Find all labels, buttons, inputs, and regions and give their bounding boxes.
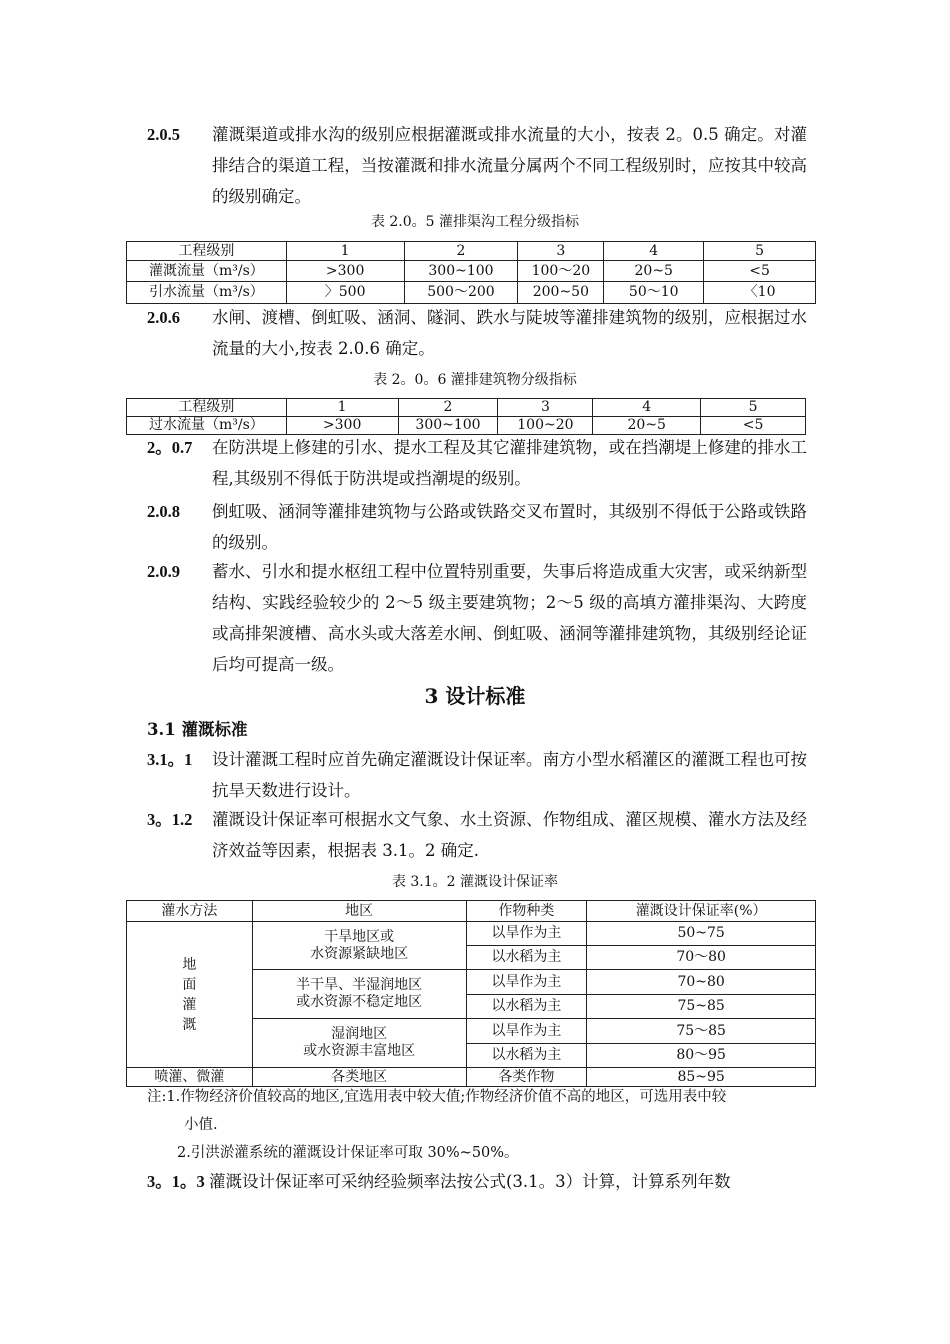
region-cell [252, 922, 466, 970]
method-cell-surface [127, 922, 253, 1068]
clause-text: 灌溉设计保证率可根据水文气象、水土资源、作物组成、灌区规模、灌水方法及经济效益等因素，根据表 3.1。2 确定. [212, 810, 807, 860]
header-cell: 灌溉设计保证率(%） [587, 901, 816, 922]
table-3-1-2-caption: 表 3.1。2 灌溉设计保证率 [391, 874, 559, 890]
method-cell: 喷灌、微灌 [127, 1068, 253, 1087]
cell: 300~100 [398, 416, 498, 434]
table-2-0-5 [126, 241, 816, 304]
cell: 引水流量（m³/s） [127, 282, 287, 304]
header-cell: 作物种类 [466, 901, 587, 922]
clause-number: 3。1.2 [147, 810, 193, 829]
clause-number: 2。0.7 [147, 438, 193, 457]
header-cell: 灌水方法 [127, 901, 253, 922]
region-line: 半干旱、半湿润地区 [296, 977, 423, 994]
region-line: 湿润地区 [331, 1026, 388, 1043]
note-2: 2.引洪淤灌系统的灌溉设计保证率可取 30%~50%。 [177, 1145, 519, 1161]
clause-number: 2.0.6 [147, 308, 180, 327]
cell: 20~5 [593, 416, 701, 434]
cell: 过水流量（m³/s） [127, 416, 287, 434]
rate-cell: 75~85 [587, 995, 816, 1019]
clause-number: 3。1。3 [147, 1172, 205, 1191]
table-header-row [127, 901, 816, 922]
note-1-cont: 小值. [184, 1117, 218, 1133]
header-cell: 5 [701, 399, 806, 417]
header-cell: 工程级别 [127, 242, 287, 261]
rate-cell: 85~95 [587, 1068, 816, 1087]
header-cell: 5 [704, 242, 816, 261]
region-cell [252, 970, 466, 1019]
clause-3-1-1 [147, 744, 807, 806]
table-row [127, 922, 816, 946]
crop-cell: 以旱作为主 [466, 970, 587, 995]
header-cell: 2 [404, 242, 518, 261]
crop-cell: 各类作物 [466, 1068, 587, 1087]
table-3-1-2 [126, 900, 816, 1087]
cell: 灌溉流量（m³/s） [127, 261, 287, 282]
header-cell: 1 [286, 399, 398, 417]
header-cell: 工程级别 [127, 399, 287, 417]
cell: 〈10 [704, 282, 816, 304]
clause-2-0-9 [147, 556, 807, 680]
cell: 300~100 [404, 261, 518, 282]
clause-text: 设计灌溉工程时应首先确定灌溉设计保证率。南方小型水稻灌区的灌溉工程也可按抗旱天数进行设计。 [212, 750, 807, 800]
clause-3-1-2 [147, 804, 807, 866]
clause-number: 2.0.8 [147, 502, 180, 521]
table-header-row [127, 242, 816, 261]
crop-cell: 以水稻为主 [466, 946, 587, 970]
rate-cell: 50~75 [587, 922, 816, 946]
table-2-0-6-caption: 表 2。0。6 灌排建筑物分级指标 [373, 372, 577, 388]
clause-number: 2.0.5 [147, 125, 180, 144]
header-cell: 1 [286, 242, 404, 261]
table-notes [147, 1083, 812, 1167]
region-line: 或水资源丰富地区 [303, 1043, 416, 1059]
cell: <5 [704, 261, 816, 282]
crop-cell: 以旱作为主 [466, 922, 587, 946]
cell: >300 [286, 416, 398, 434]
method-surface-text: 地面灌溉 [182, 956, 197, 1033]
clause-3-1-3 [147, 1166, 817, 1197]
clause-text: 在防洪堤上修建的引水、提水工程及其它灌排建筑物，或在挡潮堤上修建的排水工程,其级别不得低于防洪堤或挡潮堤的级别。 [212, 438, 807, 488]
header-cell: 4 [604, 242, 704, 261]
crop-cell: 以水稻为主 [466, 1044, 587, 1068]
clause-text: 灌溉渠道或排水沟的级别应根据灌溉或排水流量的大小，按表 2。0.5 确定。对灌排结合的渠道工程，当按灌溉和排水流量分属两个不同工程级别时，应按其中较高的级别确定。 [212, 125, 807, 206]
crop-cell: 以水稻为主 [466, 995, 587, 1019]
table-2-0-5-caption: 表 2.0。5 灌排渠沟工程分级指标 [370, 214, 580, 230]
region-cell [252, 1019, 466, 1068]
clause-text: 灌溉设计保证率可采纳经验频率法按公式(3.1。3）计算，计算系列年数 [209, 1172, 731, 1191]
cell: 500～200 [404, 282, 518, 304]
rate-cell: 75～85 [587, 1019, 816, 1044]
header-cell: 3 [518, 242, 604, 261]
clause-number: 2.0.9 [147, 562, 180, 581]
region-line: 水资源紧缺地区 [310, 945, 409, 962]
header-cell: 地区 [252, 901, 466, 922]
table-row [127, 261, 816, 282]
clause-number: 3.1。1 [147, 750, 193, 769]
cell: 20~5 [604, 261, 704, 282]
note-1: 注:1.作物经济价值较高的地区,宜选用表中较大值;作物经济价值不高的地区，可选用表中较 [147, 1089, 727, 1105]
rate-cell: 80～95 [587, 1044, 816, 1068]
rate-cell: 70～80 [587, 946, 816, 970]
clause-2-0-7 [147, 432, 807, 494]
clause-text: 水闸、渡槽、倒虹吸、涵洞、隧洞、跌水与陡坡等灌排建筑物的级别，应根据过水流量的大小,按表 2.0.6 确定。 [212, 308, 807, 358]
clause-2-0-5 [147, 119, 807, 212]
cell: <5 [701, 416, 806, 434]
region-line: 或水资源不稳定地区 [296, 994, 423, 1010]
clause-2-0-8 [147, 496, 807, 558]
header-cell: 2 [398, 399, 498, 417]
clause-text: 蓄水、引水和提水枢纽工程中位置特别重要，失事后将造成重大灾害，或采纳新型结构、实践经验较少的 2～5 级主要建筑物；2～5 级的高填方灌排渠沟、大跨度或高排架渡槽、高水头或大落差水闸、倒虹吸、涵洞等灌排建筑物，其级别经论证后均可提高一级。 [212, 562, 807, 674]
rate-cell: 70~80 [587, 970, 816, 995]
clause-2-0-6 [147, 302, 807, 364]
cell: 50～10 [604, 282, 704, 304]
crop-cell: 以旱作为主 [466, 1019, 587, 1044]
header-cell: 3 [498, 399, 593, 417]
cell: 100～20 [518, 261, 604, 282]
table-header-row [127, 399, 806, 417]
cell: >300 [286, 261, 404, 282]
table-2-0-6 [126, 398, 806, 435]
clause-text: 倒虹吸、涵洞等灌排建筑物与公路或铁路交叉布置时，其级别不得低于公路或铁路的级别。 [212, 502, 807, 552]
section-heading-3-1: 3.1 灌溉标准 [147, 720, 248, 739]
section-heading-3: 3 设计标准 [424, 684, 526, 708]
region-line: 干旱地区或 [324, 928, 395, 945]
table-row [127, 282, 816, 304]
header-cell: 4 [593, 399, 701, 417]
cell: 100~20 [498, 416, 593, 434]
cell: 〉500 [286, 282, 404, 304]
cell: 200~50 [518, 282, 604, 304]
region-cell: 各类地区 [252, 1068, 466, 1087]
